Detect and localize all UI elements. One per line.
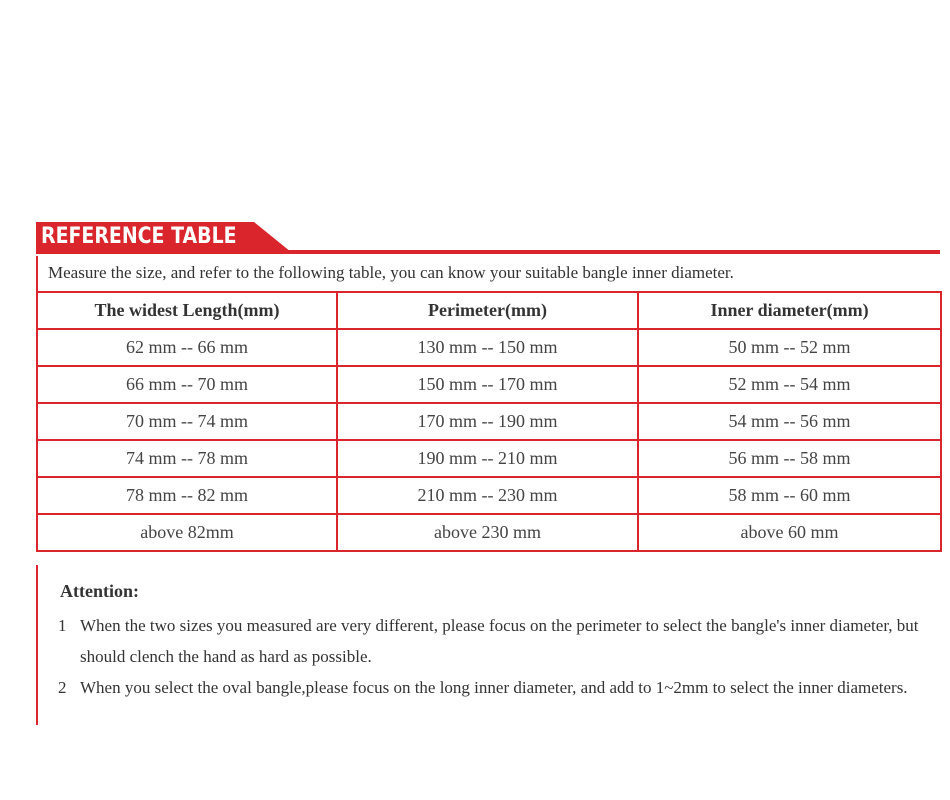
table-cell: 54 mm -- 56 mm (638, 403, 941, 440)
table-cell: 190 mm -- 210 mm (337, 440, 638, 477)
column-header-perimeter: Perimeter(mm) (337, 292, 638, 329)
table-row (37, 403, 941, 440)
table-cell: above 82mm (37, 514, 337, 551)
size-reference-table (36, 291, 942, 552)
table-row (37, 329, 941, 366)
table-cell: 52 mm -- 54 mm (638, 366, 941, 403)
table-row (37, 366, 941, 403)
description-text: Measure the size, and refer to the following table, you can know your suitable bangle inner diameter. (48, 263, 734, 282)
table-cell: 62 mm -- 66 mm (37, 329, 337, 366)
table-cell: 130 mm -- 150 mm (337, 329, 638, 366)
header-divider (36, 250, 940, 254)
description-row (36, 256, 942, 292)
reference-table-header (36, 222, 940, 254)
table-cell: 66 mm -- 70 mm (37, 366, 337, 403)
table-cell: 74 mm -- 78 mm (37, 440, 337, 477)
table-cell: 150 mm -- 170 mm (337, 366, 638, 403)
column-header-inner-diameter: Inner diameter(mm) (638, 292, 941, 329)
note-number: 1 (58, 616, 67, 635)
attention-note (58, 610, 928, 672)
table-cell: 58 mm -- 60 mm (638, 477, 941, 514)
note-text: When you select the oval bangle,please focus on the long inner diameter, and add to 1~2mm to select the inner diameters. (80, 678, 908, 697)
table-cell: 70 mm -- 74 mm (37, 403, 337, 440)
note-text: When the two sizes you measured are very different, please focus on the perimeter to select the bangle's inner diameter, but should clench the hand as hard as possible. (80, 616, 919, 666)
note-number: 2 (58, 678, 67, 697)
column-header-widest-length: The widest Length(mm) (37, 292, 337, 329)
page-title: REFERENCE TABLE (41, 224, 237, 249)
table-row (37, 477, 941, 514)
table-cell: 210 mm -- 230 mm (337, 477, 638, 514)
table-row (37, 514, 941, 551)
table-cell: 50 mm -- 52 mm (638, 329, 941, 366)
table-cell: 170 mm -- 190 mm (337, 403, 638, 440)
table-cell: 78 mm -- 82 mm (37, 477, 337, 514)
attention-note (58, 672, 928, 703)
attention-section (36, 565, 942, 725)
table-cell: above 230 mm (337, 514, 638, 551)
attention-title: Attention: (60, 581, 139, 601)
table-cell: 56 mm -- 58 mm (638, 440, 941, 477)
table-row (37, 440, 941, 477)
table-cell: above 60 mm (638, 514, 941, 551)
table-header-row (37, 292, 941, 329)
